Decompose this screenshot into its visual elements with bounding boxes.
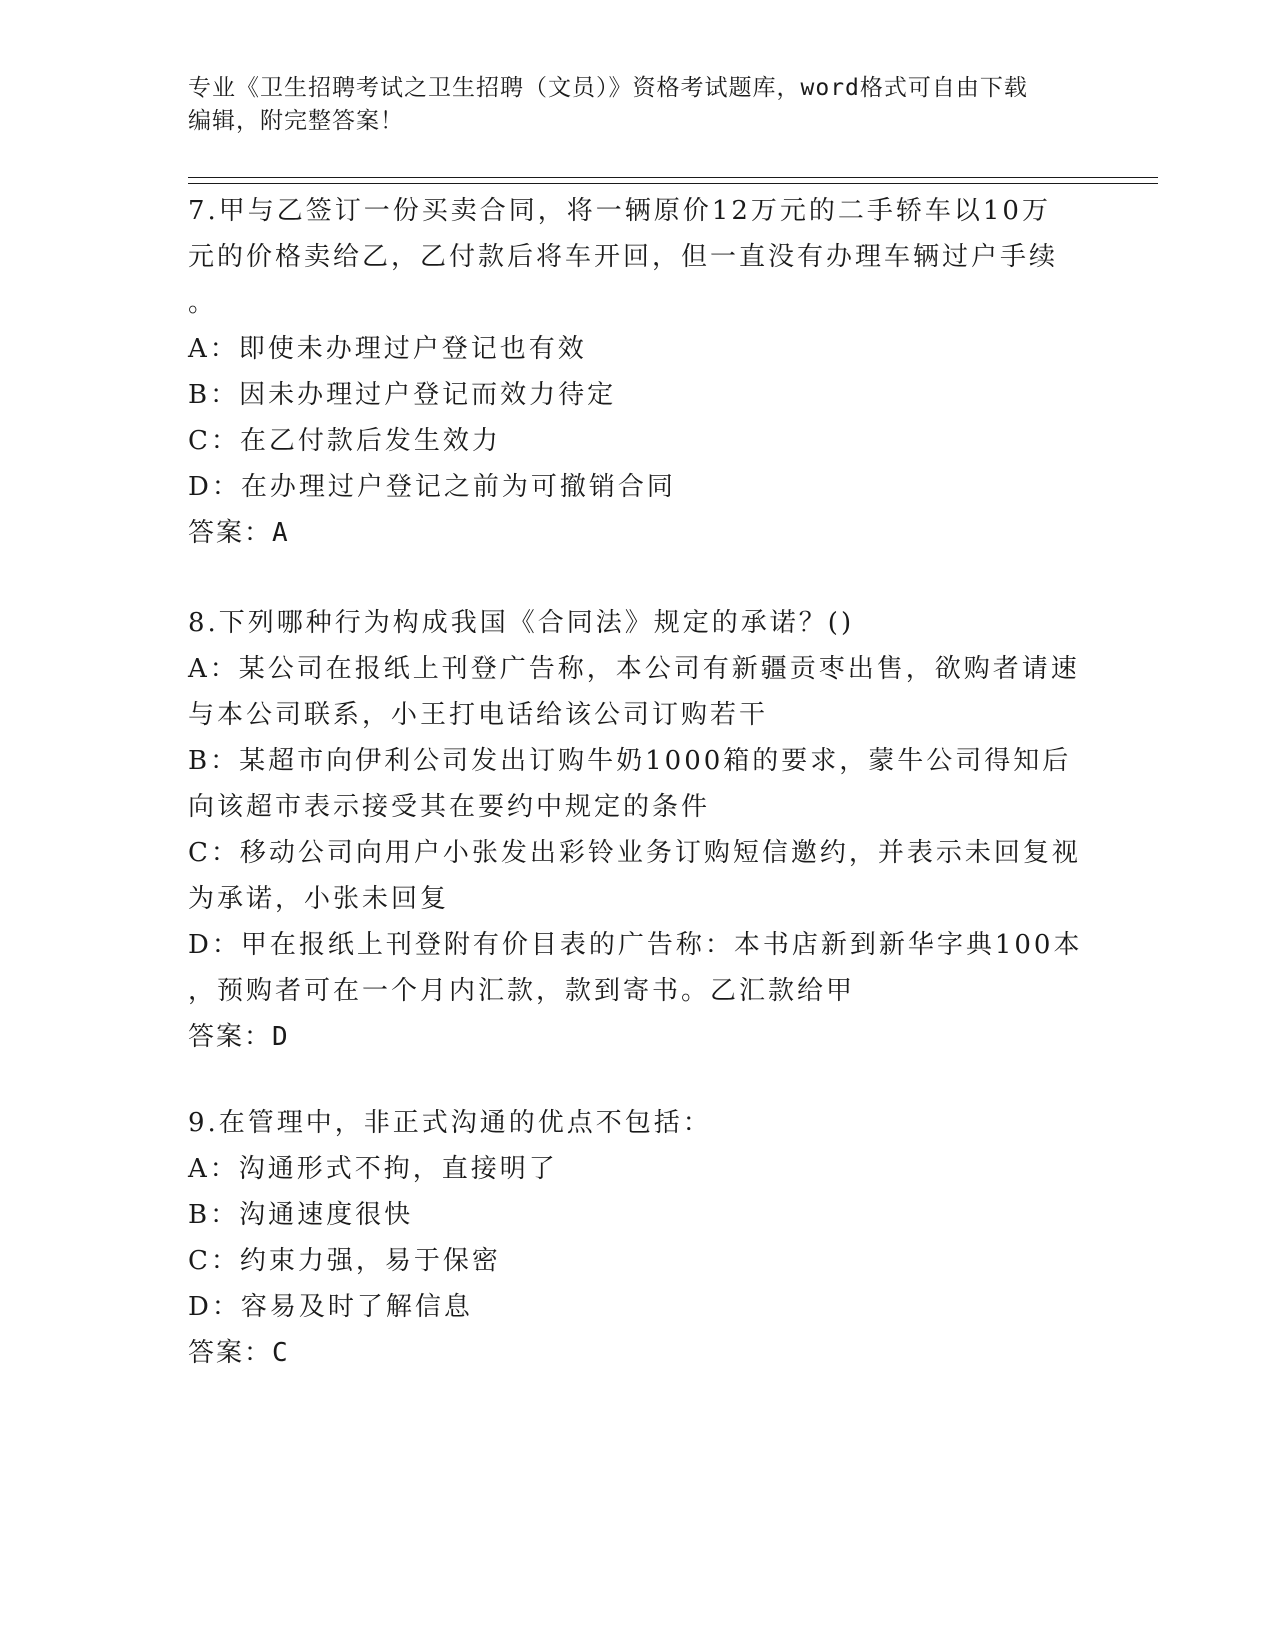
option-d: D：在办理过户登记之前为可撤销合同 xyxy=(188,472,676,502)
answer-label: 答案：C xyxy=(188,1338,290,1368)
question-stem-line: 。 xyxy=(188,288,218,318)
option-b: B：某超市向伊利公司发出订购牛奶1000箱的要求，蒙牛公司得知后 xyxy=(188,746,1072,776)
question-9 xyxy=(188,1100,1088,1376)
header-line-2: 编辑，附完整答案！ xyxy=(188,108,404,134)
answer-label: 答案：D xyxy=(188,1022,290,1052)
question-7 xyxy=(188,188,1088,556)
header-divider-bottom xyxy=(188,183,1158,184)
option-a-continued: 与本公司联系，小王打电话给该公司订购若干 xyxy=(188,700,769,730)
question-stem-line: 7.甲与乙签订一份买卖合同，将一辆原价12万元的二手轿车以10万 xyxy=(188,196,1051,226)
option-b-continued: 向该超市表示接受其在要约中规定的条件 xyxy=(188,792,711,822)
option-a: A：某公司在报纸上刊登广告称，本公司有新疆贡枣出售，欲购者请速 xyxy=(188,654,1080,684)
header-divider-top xyxy=(188,177,1158,178)
question-stem-line: 9.在管理中，非正式沟通的优点不包括： xyxy=(188,1108,712,1138)
option-a: A：沟通形式不拘，直接明了 xyxy=(188,1154,558,1184)
option-b: B：因未办理过户登记而效力待定 xyxy=(188,380,617,410)
option-c: C：约束力强，易于保密 xyxy=(188,1246,501,1276)
option-c: C：在乙付款后发生效力 xyxy=(188,426,501,456)
option-d: D：甲在报纸上刊登附有价目表的广告称：本书店新到新华字典100本 xyxy=(188,930,1083,960)
option-b: B：沟通速度很快 xyxy=(188,1200,414,1230)
option-a: A：即使未办理过户登记也有效 xyxy=(188,334,587,364)
question-stem-line: 8.下列哪种行为构成我国《合同法》规定的承诺？() xyxy=(188,608,855,638)
question-stem-line: 元的价格卖给乙，乙付款后将车开回，但一直没有办理车辆过户手续 xyxy=(188,242,1059,272)
option-d-continued: ，预购者可在一个月内汇款，款到寄书。乙汇款给甲 xyxy=(188,976,856,1006)
answer-label: 答案：A xyxy=(188,518,290,548)
option-c-continued: 为承诺，小张未回复 xyxy=(188,884,450,914)
header-line-1: 专业《卫生招聘考试之卫生招聘（文员）》资格考试题库，word格式可自由下载 xyxy=(188,75,1028,101)
option-c: C：移动公司向用户小张发出彩铃业务订购短信邀约，并表示未回复视 xyxy=(188,838,1081,868)
document-header xyxy=(188,72,1068,138)
question-8 xyxy=(188,600,1088,1060)
option-d: D：容易及时了解信息 xyxy=(188,1292,473,1322)
